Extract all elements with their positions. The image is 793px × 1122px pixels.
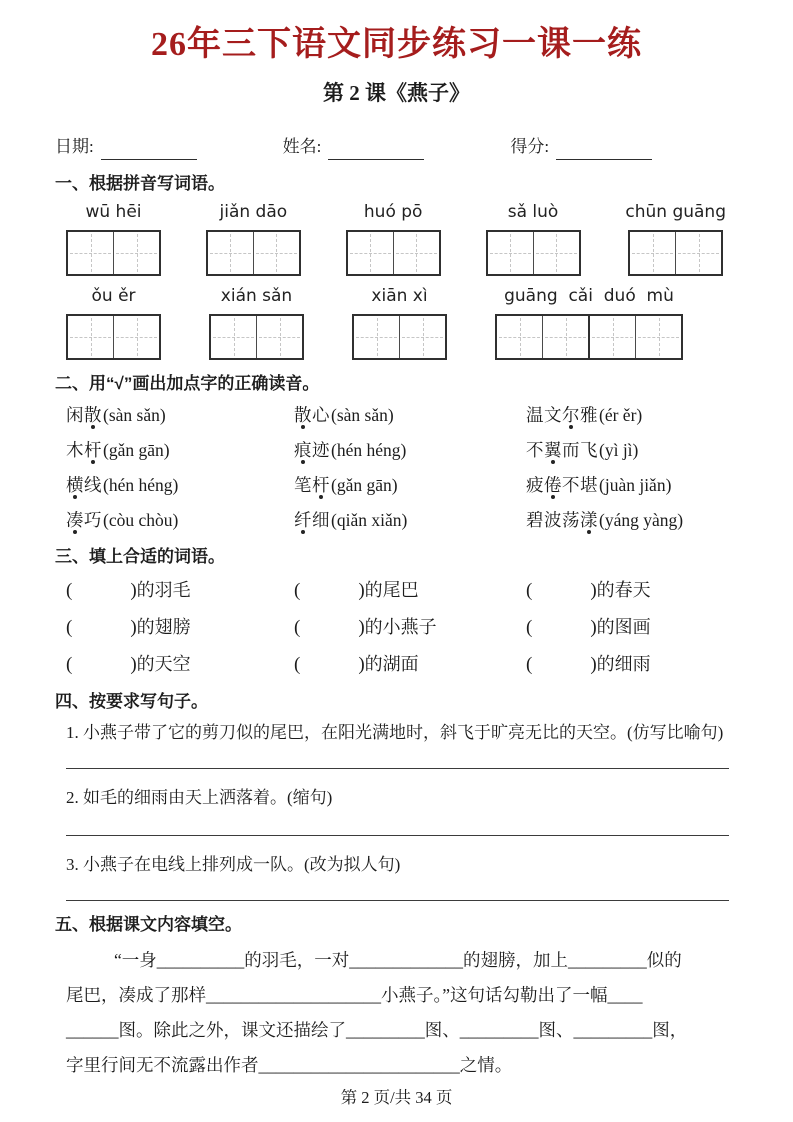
section-1-heading: 一、根据拼音写词语。 <box>55 174 225 193</box>
pinyin-options: (sàn sǎn) <box>331 405 394 425</box>
name-label: 姓名: <box>282 137 322 156</box>
writing-grid <box>346 230 441 276</box>
cloze-line-2: 尾巴，凑成了那样____________________小燕子。”这句话勾勒出了一幅____ <box>66 985 643 1005</box>
date-blank <box>101 139 197 160</box>
pronunciation-item: 疲倦不堪(juàn jiǎn) <box>526 475 672 495</box>
pinyin-options: (sàn sǎn) <box>103 405 166 425</box>
writing-grid <box>66 230 161 276</box>
fill-word-grid <box>66 577 793 678</box>
pronunciation-item: 闲散(sàn sǎn) <box>66 405 166 425</box>
pinyin-options: (yì jì) <box>599 440 639 460</box>
pinyin-options: (yáng yàng) <box>599 510 684 530</box>
pinyin-label: huó pō <box>363 202 423 222</box>
fill-word-item: ( )的小燕子 <box>294 617 437 638</box>
pinyin-unit <box>209 284 304 360</box>
answer-line <box>66 900 729 901</box>
pinyin-row-1 <box>66 200 726 276</box>
page-title: 26年三下语文同步练习一课一练 <box>151 26 642 63</box>
pinyin-label: sǎ luò <box>507 202 559 222</box>
pinyin-unit <box>486 200 581 276</box>
section-4-heading: 四、按要求写句子。 <box>55 692 208 711</box>
pronunciation-item: 横线(hén héng) <box>66 475 179 495</box>
pinyin-options: (gǎn gān) <box>331 475 398 495</box>
sentence-item-1: 1. 小燕子带了它的剪刀似的尾巴，在阳光满地时，斜飞于旷亮无比的天空。(仿写比喻句) <box>66 723 724 742</box>
pinyin-unit <box>625 200 726 276</box>
fill-word-item: ( )的尾巴 <box>294 580 419 601</box>
page-footer: 第 2 页/共 34 页 <box>340 1088 453 1107</box>
sentence-item-3: 3. 小燕子在电线上排列成一队。(改为拟人句) <box>66 855 401 874</box>
fill-word-item: ( )的细雨 <box>526 654 651 675</box>
cloze-line-4: 字里行间无不流露出作者_______________________之情。 <box>66 1055 513 1075</box>
pinyin-options: (hén héng) <box>103 475 179 495</box>
pronunciation-item: 温文尔雅(ér ěr) <box>526 405 643 425</box>
meta-row <box>55 134 738 160</box>
pronunciation-item: 木杆(gǎn gān) <box>66 440 170 460</box>
pronunciation-item: 碧波荡漾(yáng yàng) <box>526 510 684 530</box>
score-blank <box>556 139 652 160</box>
pinyin-options: (hén héng) <box>331 440 407 460</box>
pinyin-unit <box>495 284 683 360</box>
score-field <box>510 134 738 160</box>
pinyin-label: xiān xì <box>371 286 428 306</box>
pinyin-options: (juàn jiǎn) <box>599 475 672 495</box>
pronunciation-item: 凑巧(còu chòu) <box>66 510 179 530</box>
pinyin-options: (qiǎn xiǎn) <box>331 510 408 530</box>
writing-grid <box>486 230 581 276</box>
writing-grid <box>352 314 447 360</box>
pinyin-options: (gǎn gān) <box>103 440 170 460</box>
score-label: 得分: <box>510 137 550 156</box>
pinyin-label: guāng cǎi duó mù <box>504 286 674 306</box>
cloze-paragraph <box>66 943 733 1083</box>
pinyin-unit <box>206 200 301 276</box>
answer-line <box>66 768 729 769</box>
pinyin-unit <box>66 200 161 276</box>
section-2-heading: 二、用“√”画出加点字的正确读音。 <box>55 374 320 393</box>
writing-grid <box>628 230 723 276</box>
pinyin-label: ǒu ěr <box>91 286 136 306</box>
pinyin-label: wū hēi <box>85 202 142 222</box>
pronunciation-item: 笔杆(gǎn gān) <box>294 475 398 495</box>
pinyin-label: xián sǎn <box>220 286 293 306</box>
pronunciation-item: 散心(sàn sǎn) <box>294 405 394 425</box>
cloze-line-3: ______图。除此之外，课文还描绘了_________图、_________图、_________图， <box>66 1020 688 1040</box>
section-3-heading: 三、填上合适的词语。 <box>55 547 225 566</box>
fill-word-item: ( )的天空 <box>66 654 191 675</box>
name-field <box>283 134 511 160</box>
pinyin-options: (còu chòu) <box>103 510 179 530</box>
pronunciation-item: 纤细(qiǎn xiǎn) <box>294 510 408 530</box>
pinyin-label: chūn guāng <box>625 202 726 222</box>
pronunciation-item: 不翼而飞(yì jì) <box>526 440 639 460</box>
pronunciation-item: 痕迹(hén héng) <box>294 440 407 460</box>
pronunciation-grid <box>66 402 793 533</box>
date-label: 日期: <box>55 137 94 156</box>
fill-word-item: ( )的图画 <box>526 617 651 638</box>
writing-grid <box>206 230 301 276</box>
page-subtitle: 第 2 课《燕子》 <box>323 81 470 105</box>
section-5-heading: 五、根据课文内容填空。 <box>55 915 242 934</box>
fill-word-item: ( )的湖面 <box>294 654 419 675</box>
pinyin-label: jiǎn dāo <box>219 202 288 222</box>
answer-line <box>66 835 729 836</box>
pinyin-unit <box>66 284 161 360</box>
fill-word-item: ( )的羽毛 <box>66 580 191 601</box>
date-field <box>55 134 283 160</box>
sentence-item-2: 2. 如毛的细雨由天上洒落着。(缩句) <box>66 788 333 807</box>
name-blank <box>328 139 424 160</box>
cloze-line-1: “一身__________的羽毛，一对_____________的翅膀，加上_________似的 <box>114 950 682 970</box>
pinyin-row-2 <box>66 284 726 360</box>
writing-grid-4cell <box>495 314 683 360</box>
pinyin-unit <box>346 200 441 276</box>
fill-word-item: ( )的春天 <box>526 580 651 601</box>
writing-grid <box>66 314 161 360</box>
pinyin-options: (ér ěr) <box>599 405 643 425</box>
fill-word-item: ( )的翅膀 <box>66 617 191 638</box>
writing-grid <box>209 314 304 360</box>
pinyin-unit <box>352 284 447 360</box>
